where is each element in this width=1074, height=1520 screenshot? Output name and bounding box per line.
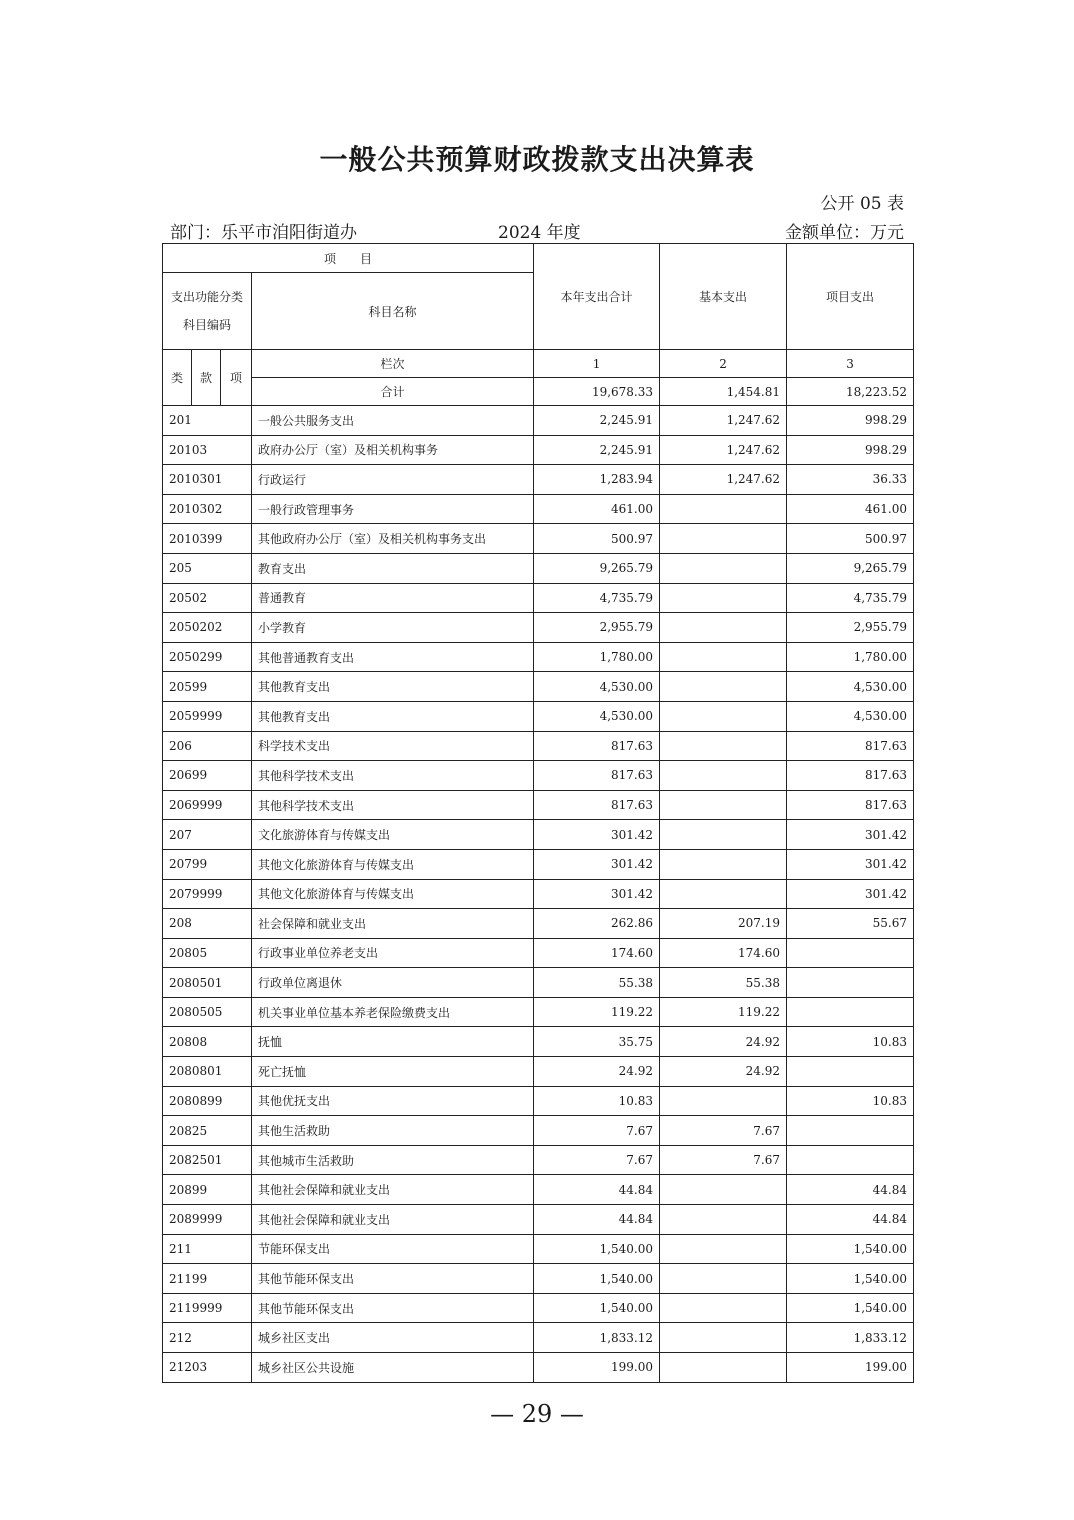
table-row [163,1057,914,1087]
row-proj: 1,540.00 [787,1293,914,1323]
table-row [163,1027,914,1057]
row-basic [660,1323,787,1353]
row-basic: 7.67 [660,1116,787,1146]
header-basic: 基本支出 [660,244,787,350]
row-basic [660,494,787,524]
row-subject-name: 科学技术支出 [252,731,534,761]
row-subject-name: 小学教育 [252,613,534,643]
row-total: 1,283.94 [534,465,660,495]
row-basic [660,1175,787,1205]
row-total: 1,780.00 [534,642,660,672]
page-title: 一般公共预算财政拨款支出决算表 [319,143,755,176]
row-proj [787,1057,914,1087]
row-total: 174.60 [534,938,660,968]
row-basic [660,672,787,702]
row-proj: 4,530.00 [787,672,914,702]
row-basic [660,790,787,820]
row-proj: 998.29 [787,406,914,436]
sum-label: 合计 [252,378,534,406]
row-proj: 10.83 [787,1086,914,1116]
row-basic: 207.19 [660,909,787,939]
row-subject-name: 其他文化旅游体育与传媒支出 [252,849,534,879]
header-col3: 3 [787,350,914,378]
row-total: 2,955.79 [534,613,660,643]
table-row [163,820,914,850]
row-basic [660,879,787,909]
table-row [163,1086,914,1116]
row-subject-name: 机关事业单位基本养老保险缴费支出 [252,997,534,1027]
row-code: 20799 [163,849,252,879]
row-basic: 1,247.62 [660,406,787,436]
row-code: 206 [163,731,252,761]
row-code: 2010399 [163,524,252,554]
row-basic: 24.92 [660,1057,787,1087]
row-subject-name: 教育支出 [252,553,534,583]
row-total: 262.86 [534,909,660,939]
row-subject-name: 其他社会保障和就业支出 [252,1205,534,1235]
row-proj: 1,833.12 [787,1323,914,1353]
header-total: 本年支出合计 [534,244,660,350]
row-basic [660,583,787,613]
table-row [163,672,914,702]
row-total: 301.42 [534,820,660,850]
table-row [163,938,914,968]
row-proj: 2,955.79 [787,613,914,643]
row-total: 817.63 [534,731,660,761]
row-proj [787,997,914,1027]
row-subject-name: 其他文化旅游体育与传媒支出 [252,879,534,909]
row-proj: 36.33 [787,465,914,495]
expenditure-table [162,243,914,1383]
row-subject-name: 一般行政管理事务 [252,494,534,524]
row-proj: 817.63 [787,731,914,761]
row-code: 2010302 [163,494,252,524]
row-subject-name: 其他教育支出 [252,701,534,731]
header-subject-name: 科目名称 [252,273,534,350]
row-proj [787,1116,914,1146]
header-project: 项 目 [163,244,534,273]
row-proj [787,968,914,998]
table-row [163,909,914,939]
table-row [163,465,914,495]
row-code: 205 [163,553,252,583]
row-basic [660,701,787,731]
row-subject-name: 其他社会保障和就业支出 [252,1175,534,1205]
row-code: 2050202 [163,613,252,643]
table-row [163,1116,914,1146]
row-basic [660,1086,787,1116]
row-basic [660,524,787,554]
row-total: 199.00 [534,1353,660,1383]
row-total: 817.63 [534,761,660,791]
table-row [163,879,914,909]
header-kuan: 款 [192,350,221,406]
table-row [163,997,914,1027]
row-basic [660,1353,787,1383]
row-total: 4,530.00 [534,672,660,702]
row-subject-name: 城乡社区公共设施 [252,1353,534,1383]
row-subject-name: 一般公共服务支出 [252,406,534,436]
row-subject-name: 抚恤 [252,1027,534,1057]
row-code: 2059999 [163,701,252,731]
row-subject-name: 死亡抚恤 [252,1057,534,1087]
row-proj: 1,540.00 [787,1264,914,1294]
table-row [163,968,914,998]
row-subject-name: 节能环保支出 [252,1234,534,1264]
row-basic: 1,247.62 [660,435,787,465]
table-row [163,524,914,554]
row-code: 2080801 [163,1057,252,1087]
row-total: 35.75 [534,1027,660,1057]
row-code: 20899 [163,1175,252,1205]
table-row [163,1293,914,1323]
header-func-code: 支出功能分类科目编码 [163,273,252,350]
row-proj: 9,265.79 [787,553,914,583]
row-code: 21203 [163,1353,252,1383]
row-subject-name: 政府办公厅（室）及相关机构事务 [252,435,534,465]
row-basic [660,1205,787,1235]
row-proj: 199.00 [787,1353,914,1383]
row-code: 20599 [163,672,252,702]
row-proj: 55.67 [787,909,914,939]
row-total: 7.67 [534,1116,660,1146]
row-total: 1,540.00 [534,1234,660,1264]
row-proj: 998.29 [787,435,914,465]
row-basic [660,849,787,879]
row-proj: 44.84 [787,1205,914,1235]
row-subject-name: 其他科学技术支出 [252,790,534,820]
table-row [163,1323,914,1353]
row-total: 301.42 [534,879,660,909]
row-subject-name: 其他节能环保支出 [252,1293,534,1323]
row-total: 4,530.00 [534,701,660,731]
row-total: 2,245.91 [534,406,660,436]
row-basic: 119.22 [660,997,787,1027]
table-row [163,642,914,672]
header-xiang: 项 [221,350,252,406]
row-subject-name: 文化旅游体育与传媒支出 [252,820,534,850]
row-total: 817.63 [534,790,660,820]
row-code: 2079999 [163,879,252,909]
row-proj: 10.83 [787,1027,914,1057]
row-subject-name: 社会保障和就业支出 [252,909,534,939]
row-basic [660,820,787,850]
table-row [163,406,914,436]
row-subject-name: 其他政府办公厅（室）及相关机构事务支出 [252,524,534,554]
row-subject-name: 城乡社区支出 [252,1323,534,1353]
row-basic [660,1293,787,1323]
table-row [163,849,914,879]
row-basic [660,761,787,791]
row-total: 9,265.79 [534,553,660,583]
amount-unit: 金额单位：万元 [785,223,904,243]
row-subject-name: 行政事业单位养老支出 [252,938,534,968]
row-total: 55.38 [534,968,660,998]
table-row [163,553,914,583]
row-basic [660,1264,787,1294]
row-total: 24.92 [534,1057,660,1087]
row-basic [660,642,787,672]
table-row [163,1145,914,1175]
fiscal-year: 2024 年度 [498,223,581,243]
row-code: 2089999 [163,1205,252,1235]
row-code: 208 [163,909,252,939]
row-code: 2080505 [163,997,252,1027]
row-code: 2050299 [163,642,252,672]
row-subject-name: 普通教育 [252,583,534,613]
row-subject-name: 其他教育支出 [252,672,534,702]
row-proj: 500.97 [787,524,914,554]
table-row [163,1234,914,1264]
row-total: 10.83 [534,1086,660,1116]
row-proj: 1,540.00 [787,1234,914,1264]
row-subject-name: 其他科学技术支出 [252,761,534,791]
header-col2: 2 [660,350,787,378]
table-row [163,494,914,524]
row-code: 20103 [163,435,252,465]
table-row [163,1353,914,1383]
row-code: 207 [163,820,252,850]
row-basic: 24.92 [660,1027,787,1057]
table-row [163,701,914,731]
table-row [163,1264,914,1294]
row-proj: 817.63 [787,790,914,820]
row-basic [660,1234,787,1264]
row-basic [660,731,787,761]
row-proj: 4,530.00 [787,701,914,731]
row-subject-name: 行政运行 [252,465,534,495]
table-row [163,435,914,465]
row-subject-name: 行政单位离退休 [252,968,534,998]
row-total: 2,245.91 [534,435,660,465]
row-code: 20805 [163,938,252,968]
table-row [163,583,914,613]
row-code: 201 [163,406,252,436]
row-basic: 55.38 [660,968,787,998]
row-proj [787,938,914,968]
row-code: 2080501 [163,968,252,998]
sum-total: 19,678.33 [534,378,660,406]
row-total: 1,833.12 [534,1323,660,1353]
row-total: 4,735.79 [534,583,660,613]
table-row [163,1205,914,1235]
header-lei: 类 [163,350,192,406]
row-code: 20502 [163,583,252,613]
table-row [163,761,914,791]
row-proj: 4,735.79 [787,583,914,613]
row-subject-name: 其他城市生活救助 [252,1145,534,1175]
row-basic [660,613,787,643]
row-code: 2069999 [163,790,252,820]
row-total: 44.84 [534,1175,660,1205]
row-basic [660,553,787,583]
row-proj: 301.42 [787,879,914,909]
row-code: 20808 [163,1027,252,1057]
row-subject-name: 其他节能环保支出 [252,1264,534,1294]
row-basic: 1,247.62 [660,465,787,495]
row-code: 212 [163,1323,252,1353]
table-row [163,1175,914,1205]
row-code: 20825 [163,1116,252,1146]
row-code: 20699 [163,761,252,791]
table-row [163,613,914,643]
row-proj: 817.63 [787,761,914,791]
header-proj: 项目支出 [787,244,914,350]
header-column-no: 栏次 [252,350,534,378]
header-col1: 1 [534,350,660,378]
row-total: 44.84 [534,1205,660,1235]
table-row [163,790,914,820]
row-total: 301.42 [534,849,660,879]
row-proj: 461.00 [787,494,914,524]
row-total: 7.67 [534,1145,660,1175]
row-code: 21199 [163,1264,252,1294]
row-total: 1,540.00 [534,1293,660,1323]
row-code: 2119999 [163,1293,252,1323]
row-proj: 1,780.00 [787,642,914,672]
row-code: 211 [163,1234,252,1264]
row-subject-name: 其他普通教育支出 [252,642,534,672]
row-subject-name: 其他生活救助 [252,1116,534,1146]
row-proj: 301.42 [787,849,914,879]
row-code: 2082501 [163,1145,252,1175]
sum-basic: 1,454.81 [660,378,787,406]
row-total: 500.97 [534,524,660,554]
row-proj [787,1145,914,1175]
department-label: 部门：乐平市洎阳街道办 [170,223,357,243]
row-total: 461.00 [534,494,660,524]
row-code: 2010301 [163,465,252,495]
row-total: 1,540.00 [534,1264,660,1294]
sum-proj: 18,223.52 [787,378,914,406]
row-proj: 301.42 [787,820,914,850]
row-basic: 174.60 [660,938,787,968]
row-code: 2080899 [163,1086,252,1116]
row-basic: 7.67 [660,1145,787,1175]
row-total: 119.22 [534,997,660,1027]
row-proj: 44.84 [787,1175,914,1205]
row-subject-name: 其他优抚支出 [252,1086,534,1116]
page-number: — 29 — [490,1400,584,1428]
form-number: 公开 05 表 [820,194,904,214]
table-row [163,731,914,761]
